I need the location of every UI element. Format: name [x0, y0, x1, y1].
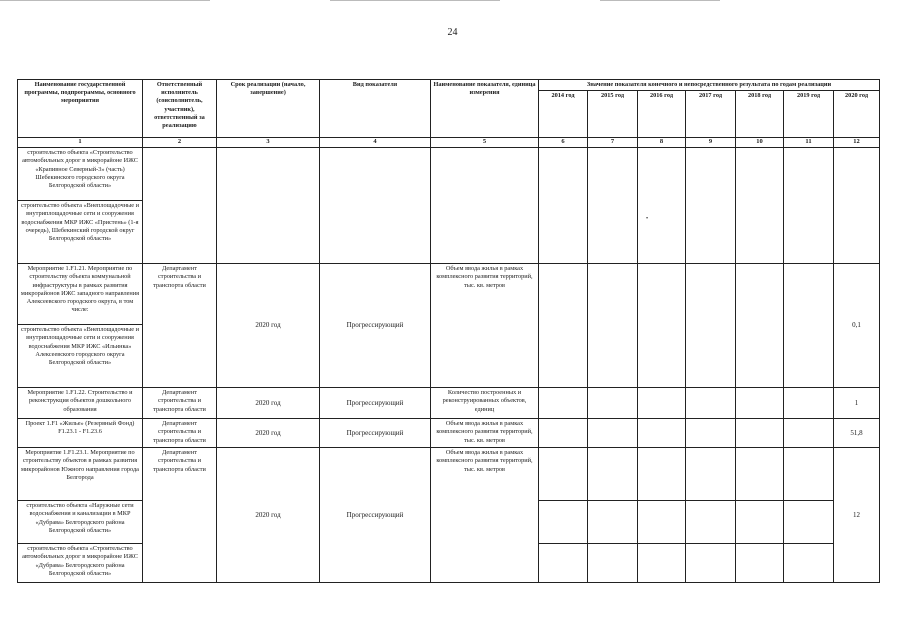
scan-speck: •: [646, 216, 649, 222]
header-responsible: Ответственный исполнитель (соисполнитель, участник), ответственный за реализацию: [143, 80, 217, 138]
indicator-table: [17, 79, 880, 583]
program-name-cell: строительство объекта «Внеплощадочные и внутриплощадочные сети и сооружения водоснабжения МКР ИЖС «Ильинка» Алексеевского городского округа Белгородской области»: [18, 325, 143, 388]
value-2020-cell: 1: [834, 388, 880, 419]
header-year: 2014 год: [539, 91, 588, 138]
term-cell: 2020 год: [217, 448, 320, 583]
indicator-name-cell: Объем ввода жилья в рамках комплексного развития территорий, тыс. кв. метров: [431, 448, 539, 583]
column-number: 6: [539, 138, 588, 148]
indicator-kind-cell: Прогрессирующий: [320, 388, 431, 419]
header-row: [18, 80, 880, 91]
column-number: 8: [638, 138, 686, 148]
column-number: 9: [686, 138, 736, 148]
indicator-kind-cell: Прогрессирующий: [320, 419, 431, 448]
program-name-cell: Мероприятие 1.F1.21. Мероприятие по строительству объекта коммунальной инфраструктуры в рамках развития микрорайонов ИЖС западного направления Алексеевского городского округа, в том числе:: [18, 264, 143, 325]
column-number: 7: [588, 138, 638, 148]
header-year: 2015 год: [588, 91, 638, 138]
term-cell: 2020 год: [217, 388, 320, 419]
responsible-cell: Департамент строительства и транспорта области: [143, 388, 217, 419]
table-row: [18, 388, 880, 419]
indicator-name-cell: Объем ввода жилья в рамках комплексного развития территорий, тыс. кв. метров: [431, 264, 539, 388]
header-indicator-name: Наименование показателя, единица измерения: [431, 80, 539, 138]
page-number: 24: [447, 27, 458, 38]
scan-edge-line: [0, 0, 210, 1]
indicator-kind-cell: Прогрессирующий: [320, 448, 431, 583]
header-year: 2017 год: [686, 91, 736, 138]
column-number-row: [18, 138, 880, 148]
program-name-cell: строительство объекта «Строительство автомобильных дорог в микрорайоне ИЖС «Дубрава» Белгородского района Белгородской области»: [18, 544, 143, 583]
value-2020-cell: 12: [834, 448, 880, 583]
value-2020-cell: 0,1: [834, 264, 880, 388]
responsible-cell: Департамент строительства и транспорта области: [143, 448, 217, 583]
column-number: 4: [320, 138, 431, 148]
program-name-cell: Мероприятие 1.F1.23.1. Мероприятие по строительству объектов в рамках развития микрорайонов Южного направления города Белгорода: [18, 448, 143, 501]
header-values-group: Значение показателя конечного и непосредственного результата по годам реализации: [539, 80, 880, 91]
responsible-cell: Департамент строительства и транспорта области: [143, 264, 217, 388]
table-row: [18, 264, 880, 325]
column-number: 5: [431, 138, 539, 148]
program-name-cell: Мероприятие 1.F1.22. Строительство и реконструкция объектов дошкольного образования: [18, 388, 143, 419]
indicator-name-cell: Объем ввода жилья в рамках комплексного развития территорий, тыс. кв. метров: [431, 419, 539, 448]
indicator-kind-cell: Прогрессирующий: [320, 264, 431, 388]
column-number: 2: [143, 138, 217, 148]
table-row: [18, 148, 880, 201]
column-number: 11: [784, 138, 834, 148]
scan-edge-line: [600, 0, 720, 1]
table-row: [18, 448, 880, 501]
column-number: 3: [217, 138, 320, 148]
table-row: [18, 419, 880, 448]
scan-edge-line: [330, 0, 500, 1]
program-name-cell: строительство объекта «Внеплощадочные и внутриплощадочные сети и сооружения водоснабжения МКР ИЖС «Пристень» (1-я очередь), Шебекинский городской округ Белгородской области»: [18, 201, 143, 264]
responsible-cell: Департамент строительства и транспорта области: [143, 419, 217, 448]
header-indicator-kind: Вид показателя: [320, 80, 431, 138]
term-cell: 2020 год: [217, 419, 320, 448]
header-year: 2016 год: [638, 91, 686, 138]
program-name-cell: строительство объекта «Строительство автомобильных дорог в микрорайоне ИЖС «Крапивное Северный-3» (часть) Шебекинского городского округа Белгородской области»: [18, 148, 143, 201]
column-number: 12: [834, 138, 880, 148]
column-number: 1: [18, 138, 143, 148]
term-cell: 2020 год: [217, 264, 320, 388]
header-year: 2020 год: [834, 91, 880, 138]
header-term: Срок реализации (начало, завершение): [217, 80, 320, 138]
indicator-name-cell: Количество построенных и реконструированных объектов, единиц: [431, 388, 539, 419]
header-year: 2018 год: [736, 91, 784, 138]
header-program: Наименование государственной программы, подпрограммы, основного мероприятия: [18, 80, 143, 138]
column-number: 10: [736, 138, 784, 148]
value-2020-cell: 51,8: [834, 419, 880, 448]
program-name-cell: Проект 1.F1 «Жилье» (Резервный Фонд) F1.23.1 - F1.23.6: [18, 419, 143, 448]
header-year: 2019 год: [784, 91, 834, 138]
program-name-cell: строительство объекта «Наружные сети водоснабжения и канализации в МКР «Дубрава» Белгородского района Белгородской области»: [18, 501, 143, 544]
